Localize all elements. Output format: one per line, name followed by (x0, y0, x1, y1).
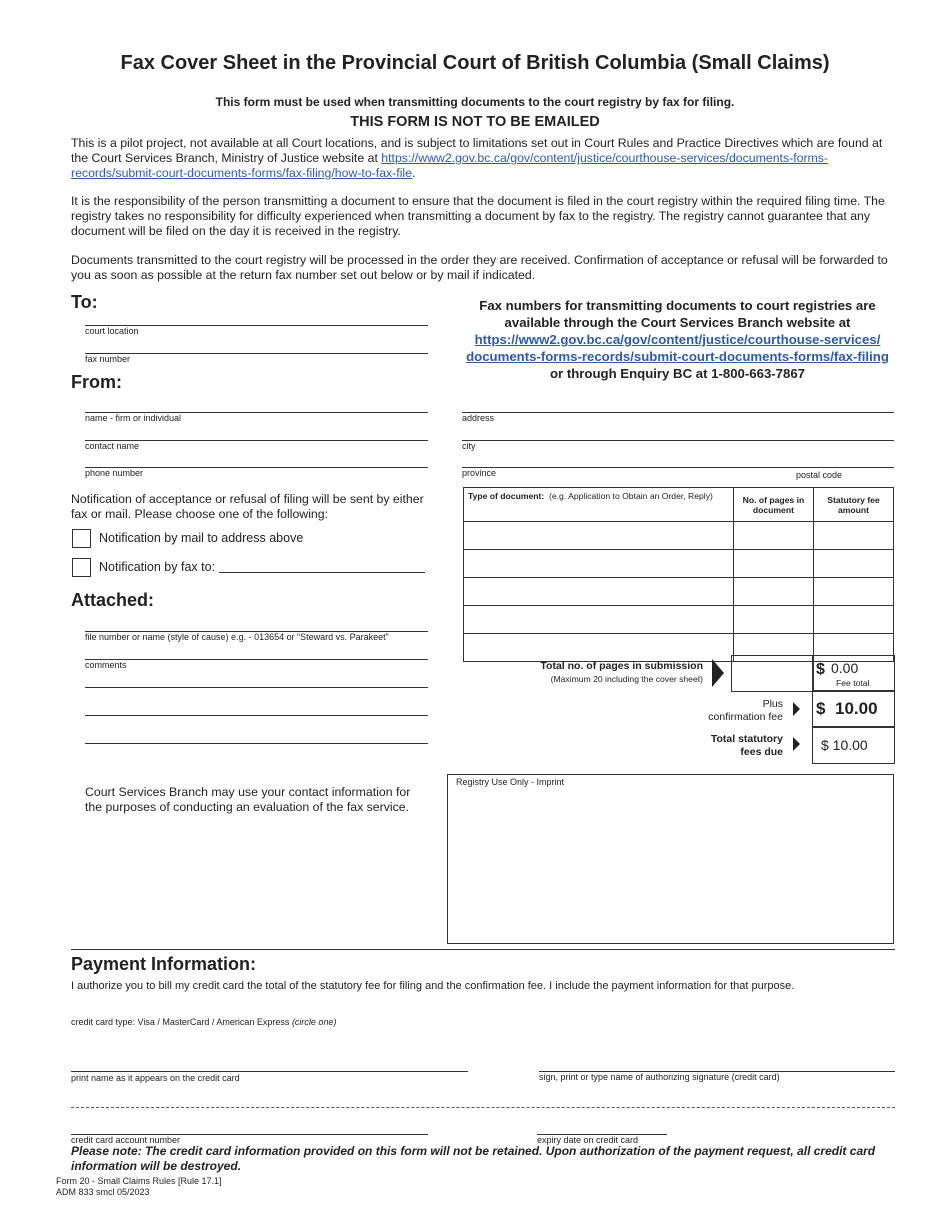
total-pages-note: (Maximum 20 including the cover sheet) (550, 674, 703, 684)
document-fee-cell[interactable] (813, 522, 893, 550)
table-header-row (464, 488, 894, 522)
mail-notification-label: Notification by mail to address above (99, 531, 304, 545)
table-row (464, 578, 894, 606)
fax-info-line-1: Fax numbers for transmitting documents to court registries are (479, 298, 876, 313)
document-pages-cell[interactable] (733, 578, 813, 606)
document-fee-cell[interactable] (813, 606, 893, 634)
confirmation-fee-value: 10.00 (835, 699, 878, 718)
payment-authorization: I authorize you to bill my credit card the total of the statutory fee for filing and the confirmation fee. I include the payment information for that purpose. (71, 980, 795, 992)
notification-intro: Notification of acceptance or refusal of filing will be sent by either fax or mail. Please choose one of the following: (71, 492, 424, 521)
confirmation-fee-label-2: confirmation fee (708, 711, 783, 723)
cut-line (71, 1107, 895, 1108)
attached-heading: Attached: (71, 590, 155, 610)
comments-line[interactable] (85, 687, 428, 688)
comments-field[interactable] (85, 659, 428, 660)
total-pages-label: Total no. of pages in submission (540, 660, 703, 672)
fax-filing-link-2[interactable]: documents-forms-records/submit-court-documents-forms/fax-filing (466, 349, 889, 364)
table-row (464, 522, 894, 550)
expiry-date-label: expiry date on credit card (537, 1135, 639, 1145)
confirmation-fee-arrow-icon (793, 702, 800, 716)
intro-p1-end: . (412, 166, 416, 180)
to-heading: To: (71, 292, 98, 312)
print-name-field[interactable] (71, 1071, 468, 1072)
total-statutory-value: $ 10.00 (821, 737, 868, 753)
fax-notification-label: Notification by fax to: (99, 560, 216, 574)
fee-total-value: 0.00 (831, 660, 859, 676)
fee-total-box (812, 655, 895, 692)
fax-info-line-2: available through the Court Services Branch website at (504, 315, 851, 330)
fax-notification-number-field[interactable] (219, 572, 425, 573)
no-email-warning: THIS FORM IS NOT TO BE EMAILED (350, 114, 600, 130)
document-fee-cell[interactable] (813, 550, 893, 578)
type-header-label: Type of document: (468, 491, 545, 501)
comments-line[interactable] (85, 743, 428, 744)
address-label: address (462, 413, 495, 423)
payment-heading: Payment Information: (71, 954, 257, 974)
comments-line[interactable] (85, 715, 428, 716)
intro-paragraph-3: Documents transmitted to the court registry will be processed in the order they are received. Confirmation of acceptance or refusal will be forwarded to you as soon as possible at the return fax number set out below or by mail if indicated. (71, 253, 888, 282)
total-statutory-label-1: Total statutory (710, 733, 783, 745)
postal-code-label: postal code (796, 470, 843, 480)
card-type-label[interactable] (71, 1017, 336, 1027)
address-field[interactable] (462, 412, 894, 413)
fax-number-field[interactable] (85, 353, 428, 354)
type-header-hint: (e.g. Application to Obtain an Order, Reply) (549, 491, 713, 501)
how-to-fax-file-link[interactable]: https://www2.gov.bc.ca/gov/content/justice/courthouse-services/documents-forms-records/submit-court-documents-forms/fax-filing/how-to-fax-file (71, 151, 829, 180)
province-field[interactable] (462, 467, 894, 468)
form-title: Fax Cover Sheet in the Provincial Court of British Columbia (Small Claims) (120, 52, 830, 74)
confirmation-fee-label-1: Plus (762, 698, 783, 710)
registry-imprint-box (447, 774, 894, 944)
document-type-cell[interactable] (464, 550, 734, 578)
form-code: ADM 833 smcl 05/2023 (56, 1187, 150, 1197)
document-pages-cell[interactable] (733, 550, 813, 578)
intro-p1-text: This is a pilot project, not available at all Court locations, and is subject to limitations set out in Court Rules and Practice Directives which are found at the Court Services Branch, Ministry of Justice website at (71, 136, 883, 165)
document-pages-cell[interactable] (733, 522, 813, 550)
city-field[interactable] (462, 440, 894, 441)
intro-paragraph-1 (71, 136, 891, 181)
phone-number-label: phone number (85, 468, 144, 478)
from-heading: From: (71, 372, 122, 392)
pages-header: No. of pages in document (733, 488, 813, 522)
print-name-label: print name as it appears on the credit card (71, 1073, 240, 1083)
documents-table (463, 487, 894, 662)
registry-imprint-label: Registry Use Only - Imprint (456, 777, 565, 787)
document-type-cell[interactable] (464, 634, 734, 662)
document-pages-cell[interactable] (733, 606, 813, 634)
fee-total-dollar: $ (816, 661, 825, 678)
fax-numbers-info (455, 297, 900, 382)
signature-label: sign, print or type name of authorizing signature (credit card) (539, 1072, 780, 1082)
fax-number-label: fax number (85, 354, 131, 364)
form-number: Form 20 - Small Claims Rules [Rule 17.1] (56, 1176, 222, 1186)
confirmation-fee-dollar: $ (816, 699, 826, 718)
card-type-hint: (circle one) (291, 1017, 337, 1027)
type-of-document-header (464, 488, 734, 522)
court-location-label: court location (85, 326, 139, 336)
comments-label: comments (85, 660, 127, 670)
card-type-text: credit card type: Visa / MasterCard / American Express (71, 1017, 290, 1027)
city-label: city (462, 441, 476, 451)
document-fee-cell[interactable] (813, 578, 893, 606)
total-pages-input[interactable] (731, 655, 814, 692)
province-label: province (462, 468, 497, 478)
mail-notification-checkbox[interactable] (72, 529, 91, 548)
total-pages-arrow-icon (712, 659, 724, 687)
payment-divider (71, 949, 895, 950)
fax-filing-link-1[interactable]: https://www2.gov.bc.ca/gov/content/justice/courthouse-services/ (474, 332, 881, 347)
table-row (464, 550, 894, 578)
privacy-note: Court Services Branch may use your contact information for the purposes of conducting an evaluation of the fax service. (85, 785, 411, 814)
name-label: name - firm or individual (85, 413, 182, 423)
total-statutory-box (812, 726, 895, 764)
file-number-label: file number or name (style of cause) e.g. - 013654 or “Steward vs. Parakeet” (85, 632, 389, 642)
document-type-cell[interactable] (464, 606, 734, 634)
form-subtitle: This form must be used when transmitting documents to the court registry by fax for filing. (215, 95, 735, 109)
account-number-label: credit card account number (71, 1135, 181, 1145)
intro-paragraph-2: It is the responsibility of the person transmitting a document to ensure that the document is filed in the court registry within the required filing time. The registry takes no responsibility for difficulty experienced when transmitting a document by fax to the registry. The registry cannot guarantee that any document will be filed on the day it is received in the registry. (71, 194, 885, 238)
table-row (464, 606, 894, 634)
document-type-cell[interactable] (464, 522, 734, 550)
contact-name-label: contact name (85, 441, 140, 451)
total-statutory-label-2: fees due (740, 746, 783, 758)
document-type-cell[interactable] (464, 578, 734, 606)
fee-header: Statutory fee amount (813, 488, 893, 522)
total-statutory-arrow-icon (793, 737, 800, 751)
retention-note: Please note: The credit card information provided on this form will not be retained. Upon authorization of the payment request, all credit card information will be destroyed. (71, 1144, 876, 1173)
confirmation-fee-box (812, 690, 895, 728)
fax-notification-checkbox[interactable] (72, 558, 91, 577)
fax-info-line-3: or through Enquiry BC at 1-800-663-7867 (549, 366, 806, 381)
fee-total-label: Fee total (836, 678, 870, 688)
